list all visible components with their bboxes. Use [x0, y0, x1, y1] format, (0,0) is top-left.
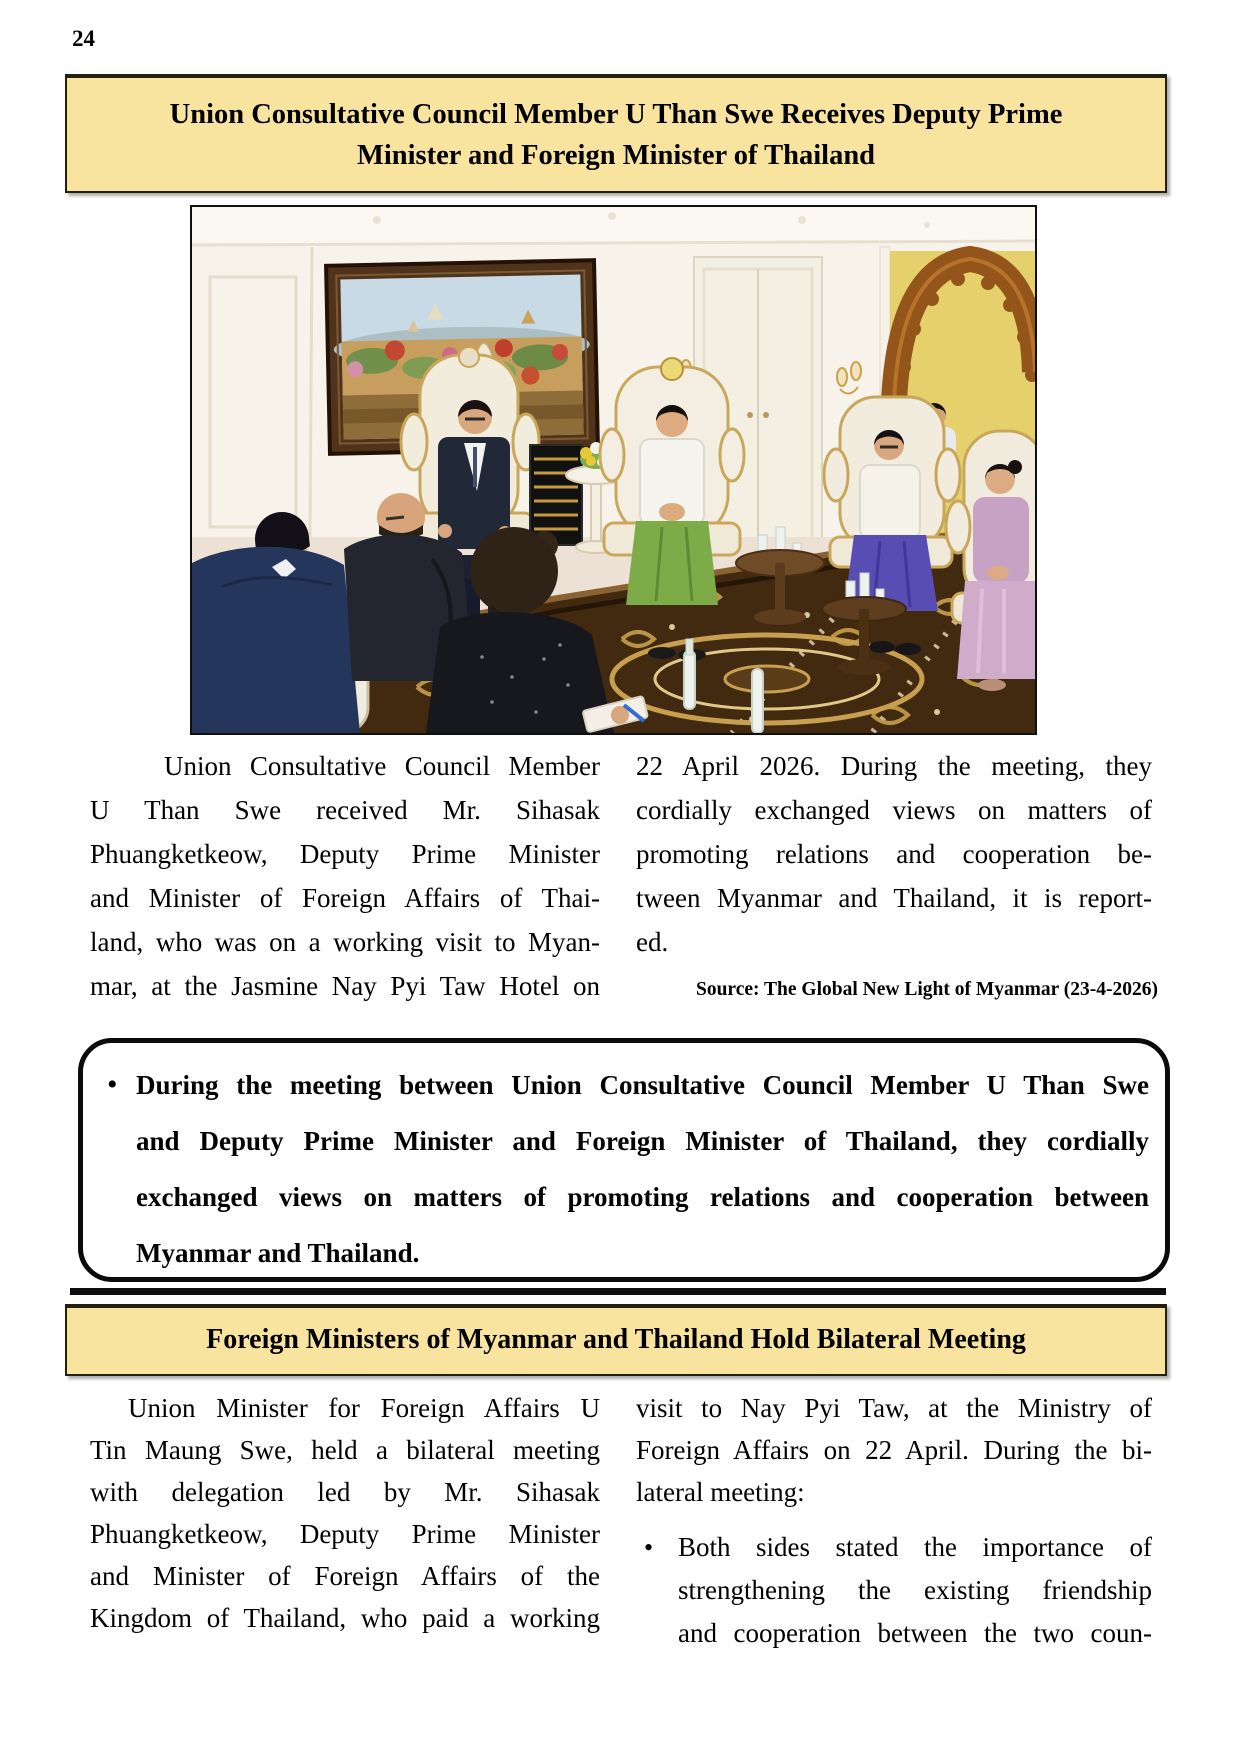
text-line: tween Myanmar and Thailand, it is report- [636, 883, 1152, 913]
article2-title: Foreign Ministers of Myanmar and Thailand Hold Bilateral Meeting [206, 1324, 1026, 1355]
text-line: 22 April 2026. During the meeting, they [636, 751, 1152, 781]
cabinet [530, 445, 582, 545]
meeting-photo [190, 205, 1037, 735]
text-line: Myanmar and Thailand. [136, 1238, 420, 1268]
source-attribution: Source: The Global New Light of Myanmar (23-4-2026) [695, 979, 1158, 1000]
article1-title-line1: Union Consultative Council Member U Than Swe Receives Deputy Prime [169, 99, 1063, 130]
text-line: and Deputy Prime Minister and Foreign Minister of Thailand, they cordially [136, 1126, 1149, 1156]
key-point-box [78, 1038, 1170, 1282]
bullet-marker: • [644, 1533, 654, 1562]
bullet-marker: • [107, 1068, 118, 1101]
text-line: and Minister of Foreign Affairs of Thai- [90, 883, 600, 913]
key-point-text [136, 1057, 1149, 1281]
article1-column-right [636, 744, 1152, 964]
text-line: promoting relations and cooperation be- [636, 839, 1152, 869]
text-line: U Than Swe received Mr. Sihasak [90, 795, 600, 825]
text-line: Tin Maung Swe, held a bilateral meeting [90, 1435, 600, 1465]
text-line: exchanged views on matters of promoting relations and cooperation between [136, 1182, 1149, 1212]
text-line: strengthening the existing friendship [678, 1575, 1152, 1605]
article1-column-left [90, 744, 600, 1008]
text-line: lateral meeting: [636, 1477, 805, 1507]
text-line: Foreign Affairs on 22 April. During the bi- [636, 1435, 1152, 1465]
article2-title-banner [65, 1304, 1167, 1376]
glass-bottle [752, 669, 763, 733]
text-line: Phuangketkeow, Deputy Prime Minister [90, 1519, 600, 1549]
article2-column-right [636, 1387, 1152, 1513]
page-number: 24 [72, 26, 95, 51]
text-line: Both sides stated the importance of [678, 1532, 1152, 1562]
article2-bullet-text [678, 1526, 1152, 1655]
text-line: and Minister of Foreign Affairs of the [90, 1561, 600, 1591]
text-line: Union Consultative Council Member [164, 751, 600, 781]
text-line: Phuangketkeow, Deputy Prime Minister [90, 839, 600, 869]
text-line: During the meeting between Union Consultative Council Member U Than Swe [136, 1070, 1149, 1100]
text-line: and cooperation between the two coun- [678, 1618, 1152, 1648]
glass-bottle [684, 639, 695, 709]
article2-column-left [90, 1387, 600, 1639]
text-line: Kingdom of Thailand, who paid a working [90, 1603, 600, 1633]
article1-title-banner [65, 74, 1167, 193]
meeting-room-scene [192, 207, 1035, 733]
article1-title-line2: Minister and Foreign Minister of Thailand [356, 140, 876, 171]
article2-bullet-item [636, 1526, 1152, 1655]
text-line: cordially exchanged views on matters of [636, 795, 1152, 825]
section-divider [70, 1288, 1166, 1295]
text-line: visit to Nay Pyi Taw, at the Ministry of [636, 1393, 1152, 1423]
text-line: Union Minister for Foreign Affairs U [128, 1393, 600, 1423]
text-line: land, who was on a working visit to Myan- [90, 927, 600, 957]
text-line: mar, at the Jasmine Nay Pyi Taw Hotel on [90, 971, 600, 1001]
text-line: with delegation led by Mr. Sihasak [90, 1477, 600, 1507]
text-line: ed. [636, 927, 669, 957]
